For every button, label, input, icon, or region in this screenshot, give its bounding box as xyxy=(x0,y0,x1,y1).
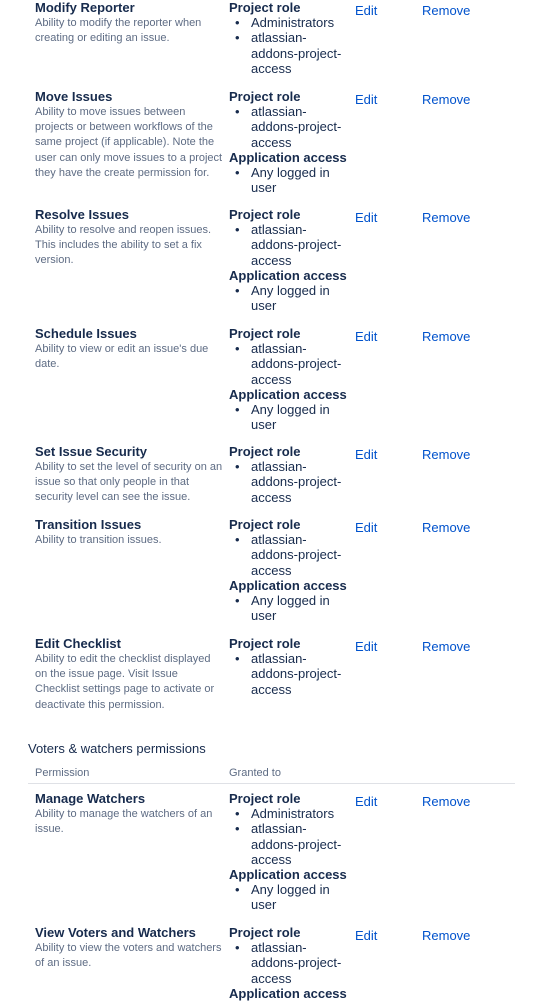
permission-description: Ability to transition issues. xyxy=(35,534,162,546)
grant-list xyxy=(229,459,351,505)
grant-list xyxy=(229,882,351,912)
permission-description: Ability to manage the watchers of an issue. xyxy=(35,808,213,836)
permission-name: Resolve Issues xyxy=(35,207,129,222)
permission-description: Ability to resolve and reopen issues. This includes the ability to set a fix version. xyxy=(35,224,212,267)
remove-link[interactable]: Remove xyxy=(422,447,471,462)
granted-to xyxy=(229,791,351,913)
grant-item: • atlassian-addons-project-access xyxy=(251,651,351,697)
permission-name: Manage Watchers xyxy=(35,791,146,806)
column-header-permission: Permission xyxy=(35,767,90,779)
grant-item: • atlassian-addons-project-access xyxy=(251,459,351,505)
remove-link[interactable]: Remove xyxy=(422,210,471,225)
permission-name: Edit Checklist xyxy=(35,636,121,651)
edit-link[interactable]: Edit xyxy=(355,92,378,107)
grant-list xyxy=(229,806,351,867)
permission-description: Ability to set the level of security on an issue so that only people in that security level can see the issue. xyxy=(35,461,223,504)
grant-heading: Project role xyxy=(229,444,301,459)
grant-item: • atlassian-addons-project-access xyxy=(251,532,351,578)
grant-heading: Project role xyxy=(229,636,301,651)
grant-item: • Any logged in user xyxy=(251,882,351,912)
grant-heading: Application access xyxy=(229,149,347,165)
remove-link[interactable]: Remove xyxy=(422,794,471,809)
permission-description: Ability to modify the reporter when creating or editing an issue. xyxy=(35,17,202,45)
permission-description: Ability to view the voters and watchers of an issue. xyxy=(35,942,222,970)
granted-to xyxy=(229,326,351,432)
grant-list xyxy=(229,165,351,195)
edit-link[interactable]: Edit xyxy=(355,520,378,535)
remove-link[interactable]: Remove xyxy=(422,3,471,18)
grant-heading: Project role xyxy=(229,925,301,940)
grant-item: • atlassian-addons-project-access xyxy=(251,104,351,150)
grant-item: • atlassian-addons-project-access xyxy=(251,940,351,986)
grant-item: • Administrators xyxy=(251,806,351,821)
granted-to xyxy=(229,207,351,313)
grant-list xyxy=(229,532,351,578)
granted-to xyxy=(229,925,351,1001)
grant-list xyxy=(229,222,351,268)
permission-description: Ability to move issues between projects or between workflows of the same project (if applicable). Note the user can only move issues to a project they have the create permission for. xyxy=(35,106,223,179)
grant-heading: Application access xyxy=(229,267,347,283)
grant-list xyxy=(229,593,351,623)
grant-list xyxy=(229,283,351,313)
remove-link[interactable]: Remove xyxy=(422,92,471,107)
grant-heading: Project role xyxy=(229,517,301,532)
edit-link[interactable]: Edit xyxy=(355,639,378,654)
permission-name: Transition Issues xyxy=(35,517,142,532)
grant-heading: Project role xyxy=(229,89,301,104)
section-title: Voters & watchers permissions xyxy=(28,741,206,756)
grant-list xyxy=(229,15,351,76)
permission-name: Set Issue Security xyxy=(35,444,147,459)
grant-heading: Project role xyxy=(229,0,301,15)
edit-link[interactable]: Edit xyxy=(355,3,378,18)
grant-item: • atlassian-addons-project-access xyxy=(251,821,351,867)
grant-list xyxy=(229,940,351,986)
permission-name: View Voters and Watchers xyxy=(35,925,196,940)
grant-item: • Administrators xyxy=(251,15,351,30)
grant-item: • atlassian-addons-project-access xyxy=(251,222,351,268)
granted-to xyxy=(229,636,351,697)
grant-item: • atlassian-addons-project-access xyxy=(251,30,351,76)
grant-heading: Application access xyxy=(229,577,347,593)
grant-item: • Any logged in user xyxy=(251,593,351,623)
grant-heading: Project role xyxy=(229,791,301,806)
grant-heading: Application access xyxy=(229,867,347,883)
grant-list xyxy=(229,341,351,387)
remove-link[interactable]: Remove xyxy=(422,928,471,943)
grant-list xyxy=(229,651,351,697)
granted-to xyxy=(229,444,351,505)
granted-to xyxy=(229,517,351,623)
permission-description: Ability to view or edit an issue's due date. xyxy=(35,343,209,371)
granted-to xyxy=(229,0,351,76)
permission-name: Schedule Issues xyxy=(35,326,137,341)
grant-heading: Project role xyxy=(229,326,301,341)
edit-link[interactable]: Edit xyxy=(355,928,378,943)
grant-item: • Any logged in user xyxy=(251,402,351,432)
grant-item: • Any logged in user xyxy=(251,165,351,195)
remove-link[interactable]: Remove xyxy=(422,520,471,535)
edit-link[interactable]: Edit xyxy=(355,447,378,462)
remove-link[interactable]: Remove xyxy=(422,639,471,654)
grant-list xyxy=(229,402,351,432)
grant-heading: Project role xyxy=(229,207,301,222)
remove-link[interactable]: Remove xyxy=(422,329,471,344)
permission-description: Ability to edit the checklist displayed on the issue page. Visit Issue Checklist settings page to activate or deactivate this permission. xyxy=(35,653,215,711)
edit-link[interactable]: Edit xyxy=(355,794,378,809)
edit-link[interactable]: Edit xyxy=(355,329,378,344)
grant-list xyxy=(229,104,351,150)
table-header-divider xyxy=(28,783,515,784)
grant-item: • atlassian-addons-project-access xyxy=(251,341,351,387)
grant-heading: Application access xyxy=(229,386,347,402)
grant-heading: Application access xyxy=(229,985,347,1001)
column-header-granted-to: Granted to xyxy=(229,767,281,779)
granted-to xyxy=(229,89,351,195)
permission-name: Modify Reporter xyxy=(35,0,135,15)
edit-link[interactable]: Edit xyxy=(355,210,378,225)
permission-name: Move Issues xyxy=(35,89,113,104)
grant-item: • Any logged in user xyxy=(251,283,351,313)
